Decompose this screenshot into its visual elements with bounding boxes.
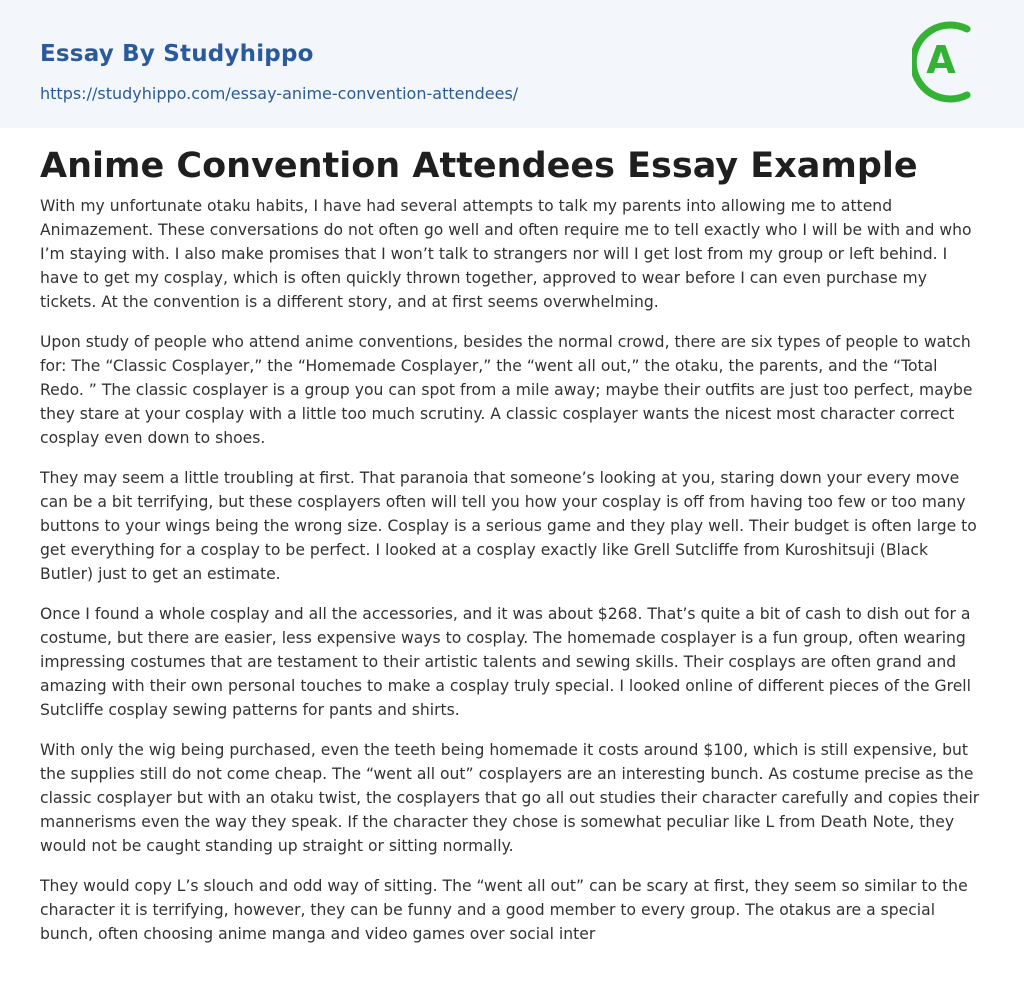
- paragraph: Once I found a whole cosplay and all the accessories, and it was about $268. That’s quite a bit of cash to dish out for a costume, but there are easier, less expensive ways to cosplay. The homemade cosplayer is a fun group, often wearing impressing costumes that are testament to their artistic talents and sewing skills. Their cosplays are often grand and amazing with their own personal touches to make a cosplay truly special. I looked online of different pieces of the Grell Sutcliffe cosplay sewing patterns for pants and shirts.: [40, 605, 971, 719]
- paragraph: They would copy L’s slouch and odd way of sitting. The “went all out” can be scary at first, they seem so similar to the character it is terrifying, however, they can be funny and a good member to every group. The otakus are a special bunch, often choosing anime manga and video games over social inter: [40, 877, 968, 943]
- paragraph: With only the wig being purchased, even the teeth being homemade it costs around $100, which is still expensive, but the supplies still do not come cheap. The “went all out” cosplayers are an interesting bunch. As costume precise as the classic cosplayer but with an otaku twist, the cosplayers that go all out studies their character carefully and copies their mannerisms even the way they speak. If the character they chose is somewhat peculiar like L from Death Note, they would not be caught standing up straight or sitting normally.: [40, 741, 980, 855]
- paragraph: With my unfortunate otaku habits, I have had several attempts to talk my parents into allowing me to attend Animazement. These conversations do not often go well and often require me to tell exactly who I will be with and who I’m staying with. I also make promises that I won’t talk to strangers nor will I get lost from my group or left behind. I have to get my cosplay, which is often quickly thrown together, approved to wear before I can even purchase my tickets. At the convention is a different story, and at first seems overwhelming.: [40, 197, 972, 311]
- paragraph: They may seem a little troubling at first. That paranoia that someone’s looking at you, staring down your every move can be a bit terrifying, but these cosplayers often will tell you how your cosplay is off from having too few or too many buttons to your wings being the wrong size. Cosplay is a serious game and they play well. Their budget is often large to get everything for a cosplay to be perfect. I looked at a cosplay exactly like Grell Sutcliffe from Kuroshitsuji (Black Butler) just to get an estimate.: [40, 469, 977, 583]
- studyhippo-logo-icon[interactable]: [912, 18, 988, 106]
- logo-letter: A: [926, 38, 956, 82]
- site-header: [0, 0, 1024, 128]
- site-brand[interactable]: Essay By Studyhippo: [40, 41, 314, 67]
- page-title: Anime Convention Attendees Essay Example: [40, 146, 918, 186]
- paragraph: Upon study of people who attend anime conventions, besides the normal crowd, there are six types of people to watch for: The “Classic Cosplayer,” the “Homemade Cosplayer,” the “went all out,” the otaku, the parents, and the “Total Redo. ” The classic cosplayer is a group you can spot from a mile away; maybe their outfits are just too perfect, maybe they stare at your cosplay with a little too much scrutiny. A classic cosplayer wants the nicest most character correct cosplay even down to shoes.: [40, 333, 973, 447]
- article-body: [40, 194, 986, 962]
- page-url-link[interactable]: https://studyhippo.com/essay-anime-convention-attendees/: [40, 84, 519, 103]
